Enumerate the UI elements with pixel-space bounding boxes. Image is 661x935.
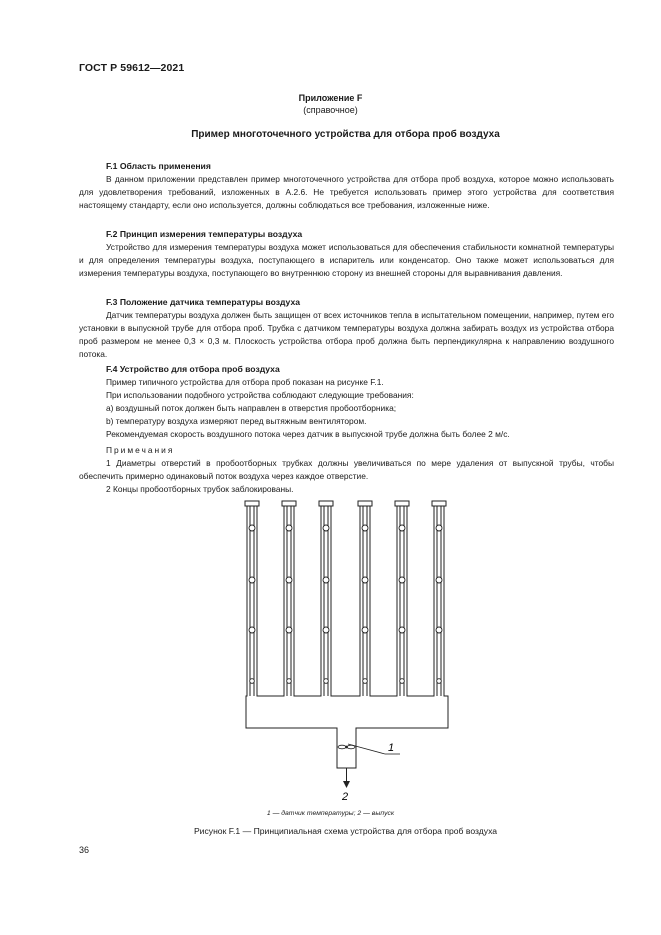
section-f1-text: [79, 173, 614, 212]
section-f2-text: [79, 241, 614, 280]
sampling-device-diagram: [230, 496, 460, 806]
note-1: 1 Диаметры отверстий в пробоотборных трубках должны увеличиваться по мере удаления от выпускной трубы, чтобы обеспечить примерно одинаковый поток воздуха через каждое отверстие.: [79, 458, 614, 481]
label-1: 1: [388, 742, 395, 754]
sensor-leader-line: [348, 744, 385, 754]
section-f4-line: При использовании подобного устройства соблюдают следующие требования:: [106, 390, 414, 400]
section-f4-line: Пример типичного устройства для отбора проб показан на рисунке F.1.: [106, 377, 384, 387]
section-f4-lines: [106, 376, 510, 441]
document-header: ГОСТ Р 59612—2021: [79, 62, 185, 74]
appendix-type: (справочное): [303, 105, 358, 115]
figure-caption: Рисунок F.1 — Принципиальная схема устройства для отбора проб воздуха: [193, 826, 498, 836]
section-f4-line: a) воздушный поток должен быть направлен в отверстия пробоотборника;: [106, 403, 397, 413]
section-f4-line: b) температуру воздуха измеряют перед вытяжным вентилятором.: [106, 416, 367, 426]
notes-body: [79, 457, 614, 496]
section-f3-paragraph: Датчик температуры воздуха должен быть защищен от всех источников тепла в испытательном помещении, например, путем его установки в выпускной трубе для отбора проб. Трубка с датчиком температуры воздуха должна забирать воздух из устройства отбора проб размером не менее 0,3 × 0,3 м. Плоскость устройства отбора проб должна быть перпендикулярна к направлению воздушного потока.: [79, 310, 614, 359]
section-f2-paragraph: Устройство для измерения температуры воздуха может использоваться для обеспечения стабильности комнатной температуры и для определения температуры воздуха, поступающего в испаритель или конденсатор. Оно также может использоваться для измерения температуры воздуха, поступающего во внутреннюю сторону из внешней стороны для выравнивания давления.: [79, 242, 614, 278]
section-f2-heading: F.2 Принцип измерения температуры воздуха: [106, 229, 303, 239]
appendix-label: Приложение F: [298, 93, 363, 103]
section-f4-line: Рекомендуемая скорость воздушного потока через датчик в выпускной трубе должна быть более 2 м/с.: [106, 429, 510, 439]
device-outline: [246, 506, 448, 768]
page-number: 36: [79, 845, 90, 855]
label-2: 2: [342, 791, 349, 803]
notes-heading: Примечания: [106, 445, 175, 455]
section-f4-heading: F.4 Устройство для отбора проб воздуха: [106, 364, 280, 374]
section-f1-heading: F.1 Область применения: [106, 161, 211, 171]
section-f1-paragraph: В данном приложении представлен пример многоточечного устройства для отбора проб воздуха, которое можно использовать для удовлетворения требований, изложенных в А.2.6. Не требуется использовать пример этого устройства для соответствия настоящему стандарту, если оно используется, должны соблюдаться все требования, изложенные ниже.: [79, 174, 614, 210]
section-f3-heading: F.3 Положение датчика температуры воздуха: [106, 297, 301, 307]
appendix-title: Пример многоточечного устройства для отбора проб воздуха: [191, 129, 500, 140]
figure-legend: 1 — датчик температуры; 2 — выпуск: [266, 810, 395, 817]
temperature-sensor-icon: [338, 745, 355, 749]
outlet-arrow-head-icon: [343, 781, 350, 788]
section-f3-text: [79, 309, 614, 361]
note-2: 2 Концы пробоотборных трубок заблокированы.: [106, 484, 294, 494]
